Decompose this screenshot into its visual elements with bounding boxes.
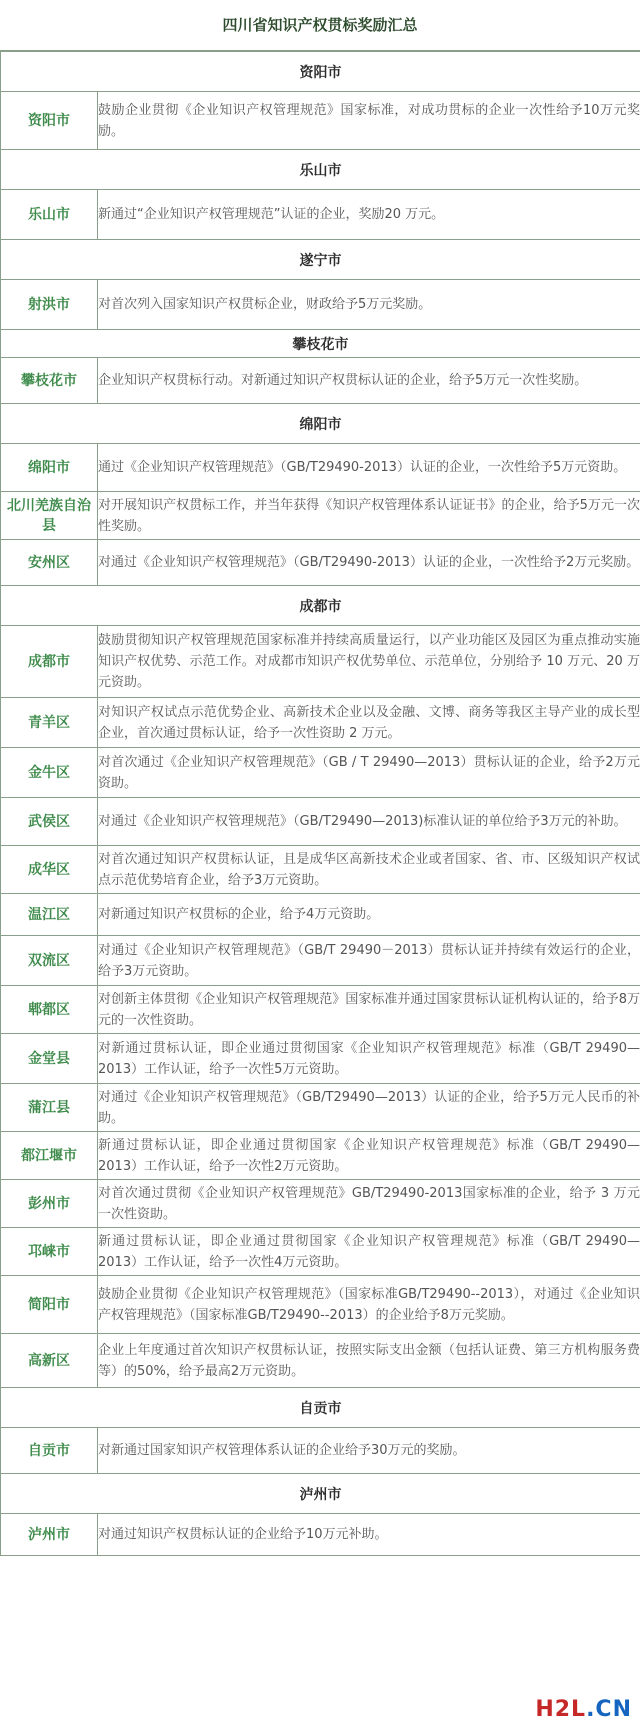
watermark-logo	[535, 1697, 632, 1722]
city-header-row	[1, 1388, 640, 1428]
page-title: 四川省知识产权贯标奖励汇总	[0, 0, 640, 51]
table-row	[1, 626, 640, 698]
district-name: 金堂县	[1, 1034, 98, 1084]
table-row	[1, 698, 640, 748]
table-row	[1, 1180, 640, 1228]
policy-description: 对新通过知识产权贯标的企业，给予4万元资助。	[98, 894, 640, 936]
city-header-row	[1, 586, 640, 626]
district-name: 乐山市	[1, 190, 98, 240]
table-row	[1, 846, 640, 894]
policy-description: 对首次列入国家知识产权贯标企业，财政给予5万元奖励。	[98, 280, 640, 330]
city-header: 自贡市	[1, 1388, 640, 1428]
policy-description: 通过《企业知识产权管理规范》（GB/T29490-2013）认证的企业，一次性给予5万元资助。	[98, 444, 640, 492]
table-row	[1, 358, 640, 404]
policy-description: 鼓励贯彻知识产权管理规范国家标准并持续高质量运行，以产业功能区及园区为重点推动实施知识产权优势、示范工作。对成都市知识产权优势单位、示范单位，分别给予 10 万元、20 万元资助。	[98, 626, 640, 698]
policy-description: 对开展知识产权贯标工作，并当年获得《知识产权管理体系认证证书》的企业，给予5万元一次性奖励。	[98, 492, 640, 540]
district-name: 都江堰市	[1, 1132, 98, 1180]
table-row	[1, 280, 640, 330]
table-row	[1, 986, 640, 1034]
city-header-row	[1, 330, 640, 358]
table-row	[1, 1084, 640, 1132]
policy-description: 对首次通过知识产权贯标认证，且是成华区高新技术企业或者国家、省、市、区级知识产权试点示范优势培育企业，给予3万元资助。	[98, 846, 640, 894]
table-row	[1, 492, 640, 540]
policy-description: 对首次通过《企业知识产权管理规范》（GB / T 29490—2013）贯标认证的企业，给予2万元资助。	[98, 748, 640, 798]
district-name: 金牛区	[1, 748, 98, 798]
policy-description: 鼓励企业贯彻《企业知识产权管理规范》国家标准，对成功贯标的企业一次性给予10万元奖励。	[98, 92, 640, 150]
city-header: 遂宁市	[1, 240, 640, 280]
city-header: 泸州市	[1, 1474, 640, 1514]
district-name: 成都市	[1, 626, 98, 698]
policy-description: 对创新主体贯彻《企业知识产权管理规范》国家标准并通过国家贯标认证机构认证的，给予8万元的一次性资助。	[98, 986, 640, 1034]
district-name: 彭州市	[1, 1180, 98, 1228]
watermark-part-2: .CN	[586, 1697, 632, 1722]
policy-description: 对新通过国家知识产权管理体系认证的企业给予30万元的奖励。	[98, 1428, 640, 1474]
policy-description: 对知识产权试点示范优势企业、高新技术企业以及金融、文博、商务等我区主导产业的成长型企业，首次通过贯标认证，给予一次性资助 2 万元。	[98, 698, 640, 748]
table-row	[1, 444, 640, 492]
watermark-part-1: H2L	[535, 1697, 587, 1722]
table-row	[1, 894, 640, 936]
district-name: 武侯区	[1, 798, 98, 846]
city-header-row	[1, 52, 640, 92]
policy-description: 新通过贯标认证，即企业通过贯彻国家《企业知识产权管理规范》标准（GB/T 29490—2013）工作认证，给予一次性4万元资助。	[98, 1228, 640, 1276]
district-name: 绵阳市	[1, 444, 98, 492]
policy-description: 新通过“企业知识产权管理规范”认证的企业，奖励20 万元。	[98, 190, 640, 240]
policy-description: 对通过《企业知识产权管理规范》（GB/T 29490－2013）贯标认证并持续有效运行的企业，给予3万元资助。	[98, 936, 640, 986]
city-header: 攀枝花市	[1, 330, 640, 358]
table-row	[1, 92, 640, 150]
table-row	[1, 1034, 640, 1084]
city-header: 资阳市	[1, 52, 640, 92]
district-name: 安州区	[1, 540, 98, 586]
policy-description: 企业知识产权贯标行动。对新通过知识产权贯标认证的企业，给予5万元一次性奖励。	[98, 358, 640, 404]
city-header: 成都市	[1, 586, 640, 626]
district-name: 自贡市	[1, 1428, 98, 1474]
table-row	[1, 1334, 640, 1388]
district-name: 邛崃市	[1, 1228, 98, 1276]
district-name: 北川羌族自治县	[1, 492, 98, 540]
table-row	[1, 1228, 640, 1276]
district-name: 攀枝花市	[1, 358, 98, 404]
policy-description: 对通过《企业知识产权管理规范》（GB/T29490—2013)标准认证的单位给予3万元的补助。	[98, 798, 640, 846]
district-name: 高新区	[1, 1334, 98, 1388]
city-header: 乐山市	[1, 150, 640, 190]
city-header-row	[1, 404, 640, 444]
table-row	[1, 540, 640, 586]
district-name: 蒲江县	[1, 1084, 98, 1132]
district-name: 泸州市	[1, 1514, 98, 1556]
table-row	[1, 1276, 640, 1334]
policy-description: 对首次通过贯彻《企业知识产权管理规范》GB/T29490-2013国家标准的企业，给予 3 万元一次性资助。	[98, 1180, 640, 1228]
district-name: 资阳市	[1, 92, 98, 150]
table-row	[1, 190, 640, 240]
district-name: 温江区	[1, 894, 98, 936]
district-name: 郫都区	[1, 986, 98, 1034]
table-row	[1, 748, 640, 798]
district-name: 射洪市	[1, 280, 98, 330]
table-row	[1, 798, 640, 846]
table-row	[1, 1514, 640, 1556]
district-name: 成华区	[1, 846, 98, 894]
city-header-row	[1, 240, 640, 280]
policy-description: 企业上年度通过首次知识产权贯标认证，按照实际支出金额（包括认证费、第三方机构服务费等）的50%，给予最高2万元资助。	[98, 1334, 640, 1388]
policy-description: 鼓励企业贯彻《企业知识产权管理规范》（国家标准GB/T29490--2013），对通过《企业知识产权管理规范》（国家标准GB/T29490--2013）的企业给予8万元奖励。	[98, 1276, 640, 1334]
policy-description: 对新通过贯标认证，即企业通过贯彻国家《企业知识产权管理规范》标准（GB/T 29490—2013）工作认证，给予一次性5万元资助。	[98, 1034, 640, 1084]
policy-description: 对通过知识产权贯标认证的企业给予10万元补助。	[98, 1514, 640, 1556]
policy-description: 对通过《企业知识产权管理规范》（GB/T29490-2013）认证的企业，一次性给予2万元奖励。	[98, 540, 640, 586]
table-row	[1, 1428, 640, 1474]
district-name: 双流区	[1, 936, 98, 986]
policy-description: 对通过《企业知识产权管理规范》（GB/T29490—2013）认证的企业，给予5万元人民币的补助。	[98, 1084, 640, 1132]
policy-description: 新通过贯标认证，即企业通过贯彻国家《企业知识产权管理规范》标准（GB/T 29490—2013）工作认证，给予一次性2万元资助。	[98, 1132, 640, 1180]
city-header-row	[1, 1474, 640, 1514]
city-header-row	[1, 150, 640, 190]
city-header: 绵阳市	[1, 404, 640, 444]
district-name: 简阳市	[1, 1276, 98, 1334]
table-row	[1, 1132, 640, 1180]
subsidy-table	[0, 51, 640, 1556]
district-name: 青羊区	[1, 698, 98, 748]
table-row	[1, 936, 640, 986]
